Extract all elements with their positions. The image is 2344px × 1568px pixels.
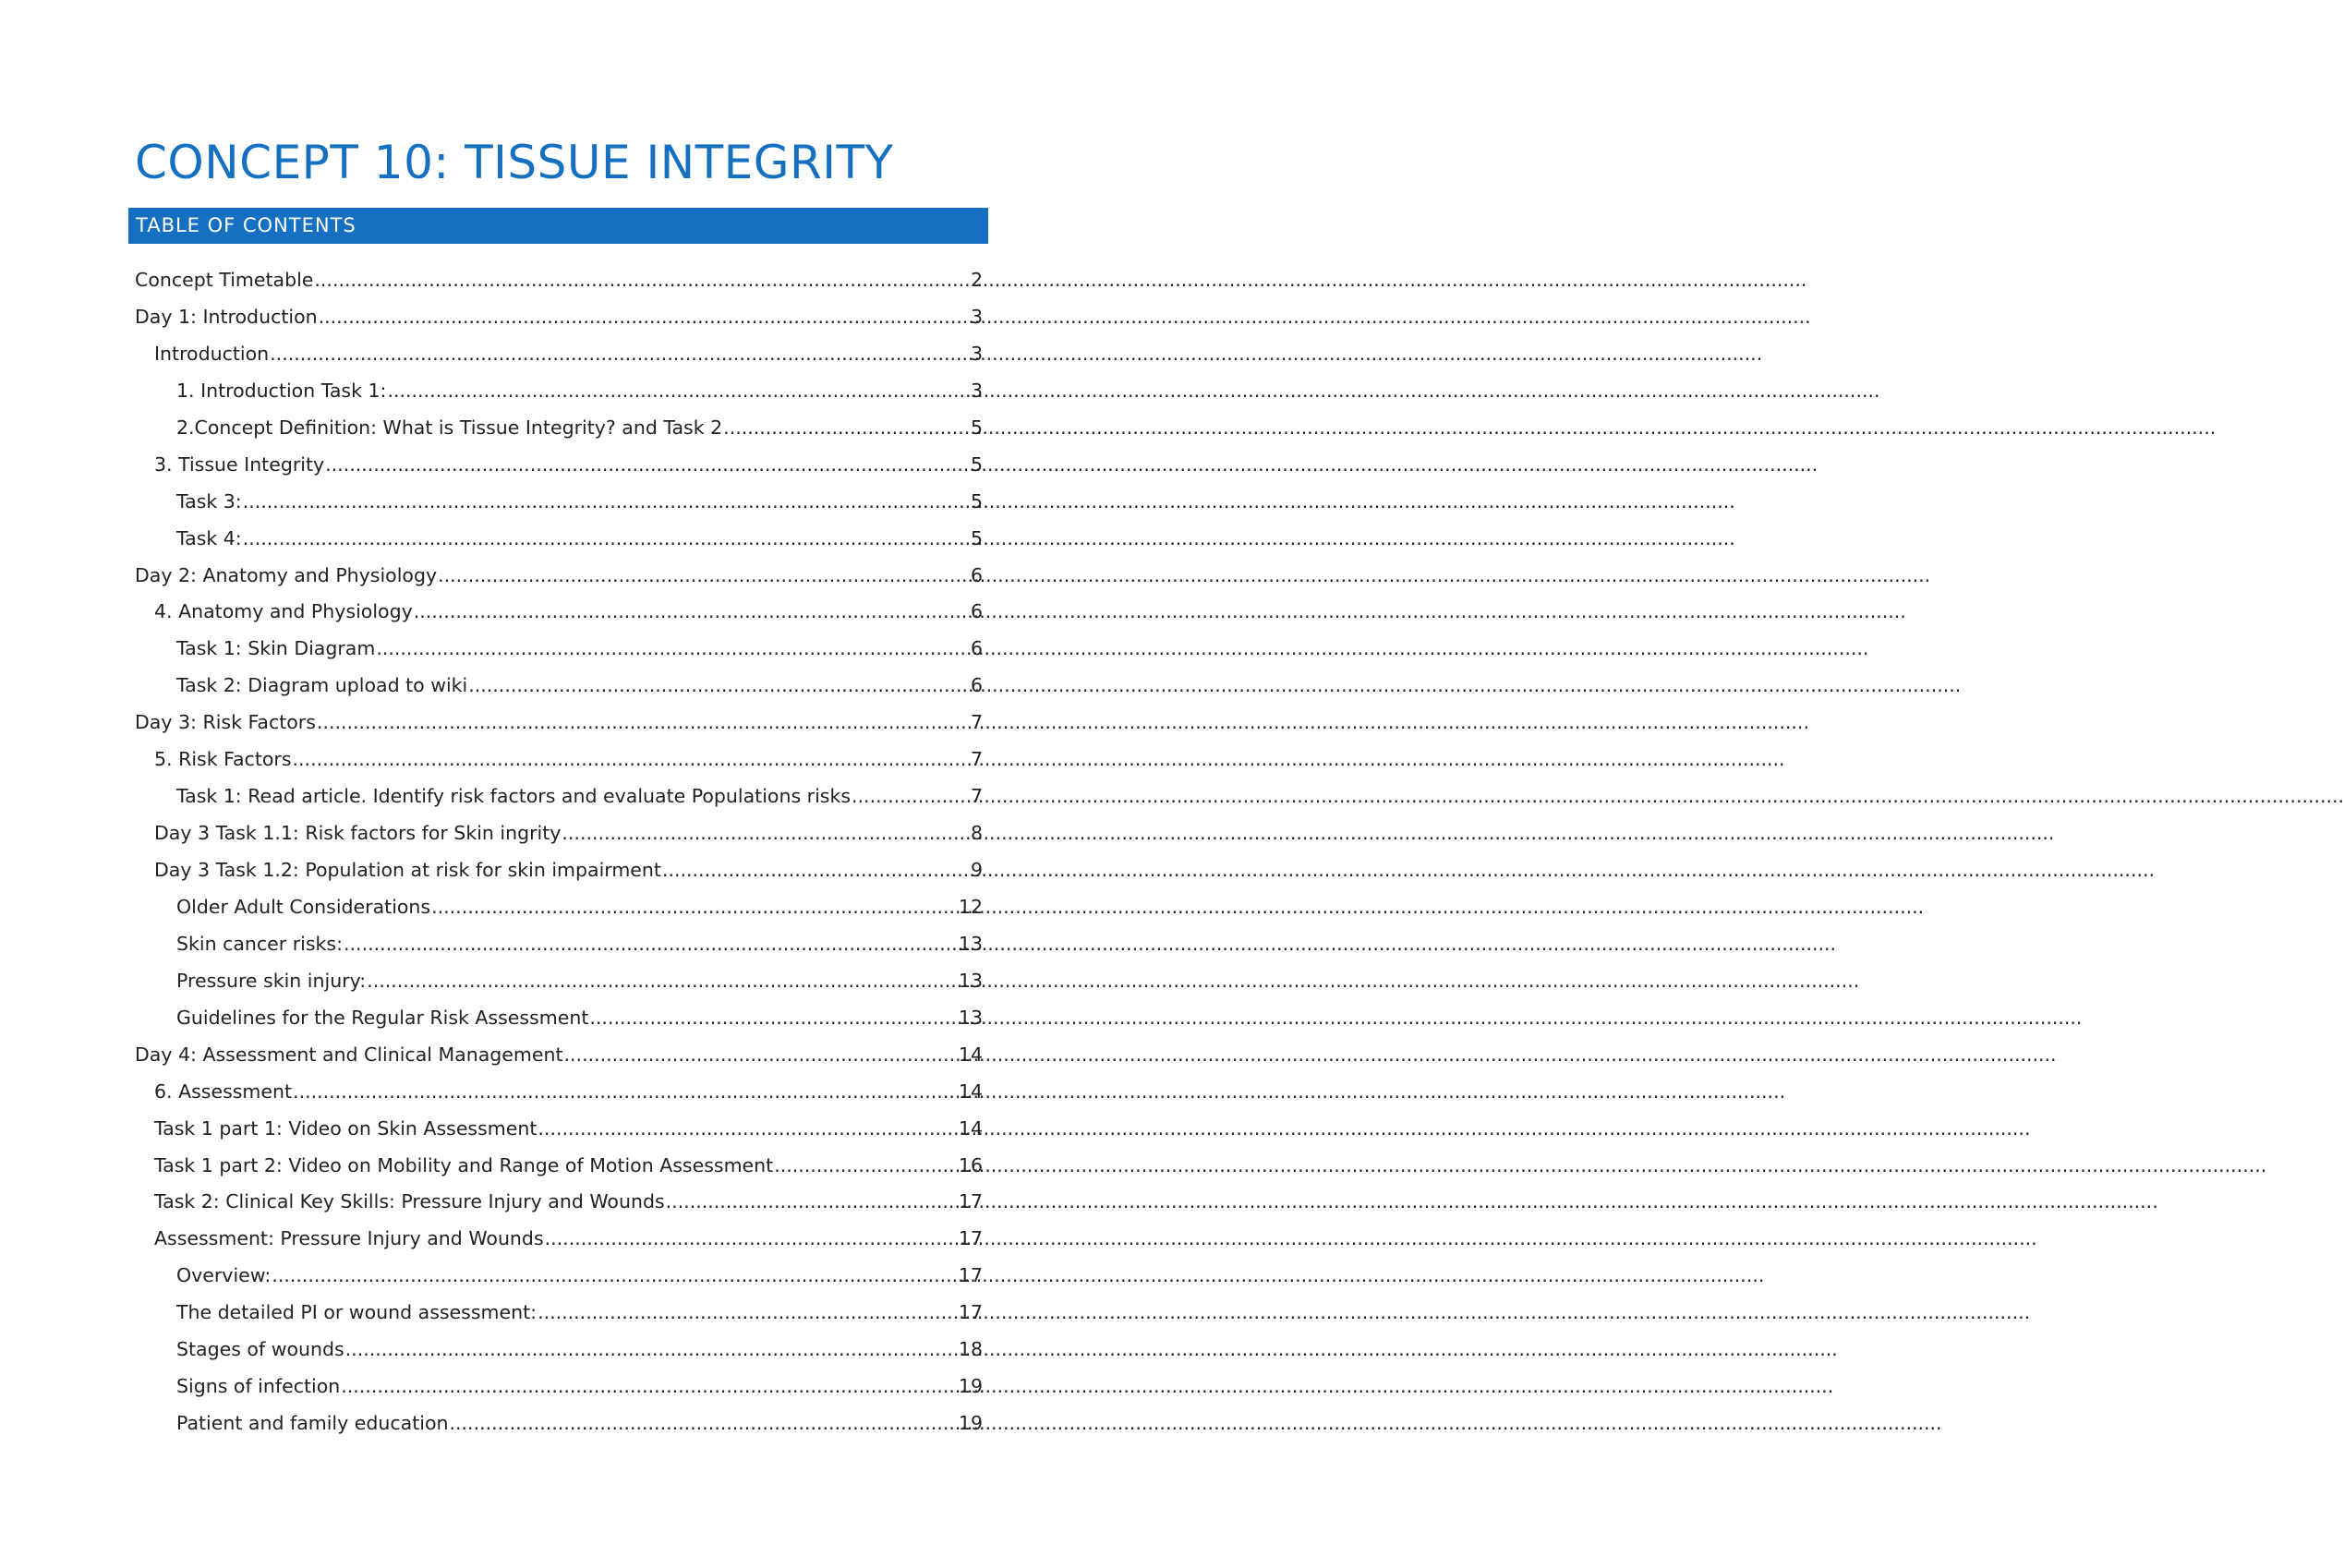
toc-entry[interactable] xyxy=(135,1111,983,1148)
toc-entry-label[interactable]: Task 2: Diagram upload to wiki xyxy=(176,674,468,697)
toc-entry[interactable] xyxy=(135,926,983,963)
toc-dot-leader xyxy=(538,1111,957,1148)
toc-entry-page-number[interactable]: 16 xyxy=(958,1153,983,1176)
toc-entry[interactable] xyxy=(135,1000,983,1037)
toc-entry[interactable] xyxy=(135,963,983,1000)
toc-dot-leader xyxy=(270,336,969,373)
toc-entry-label[interactable]: Patient and family education xyxy=(176,1412,449,1435)
toc-entry-page-number[interactable]: 6 xyxy=(970,637,983,660)
toc-dot-leader xyxy=(387,373,969,410)
toc-dot-leader xyxy=(774,1148,957,1185)
toc-entry-label[interactable]: Assessment: Pressure Injury and Wounds xyxy=(154,1227,544,1250)
toc-entry[interactable] xyxy=(135,1074,983,1111)
toc-entry-label[interactable]: Signs of infection xyxy=(176,1375,341,1398)
toc-entry-label[interactable]: 2.Concept Definition: What is Tissue Integrity? and Task 2 xyxy=(176,416,723,439)
toc-entry-label[interactable]: Day 4: Assessment and Clinical Management xyxy=(135,1043,563,1066)
document-title: CONCEPT 10: TISSUE INTEGRITY xyxy=(135,136,894,189)
toc-entry-label[interactable]: Task 1: Skin Diagram xyxy=(176,637,376,660)
toc-entry-page-number[interactable]: 13 xyxy=(958,932,983,955)
toc-entry-page-number[interactable]: 3 xyxy=(970,342,983,365)
toc-dot-leader xyxy=(344,926,957,963)
toc-dot-leader xyxy=(345,1332,957,1369)
toc-entry-page-number[interactable]: 14 xyxy=(958,1116,983,1140)
toc-entry[interactable] xyxy=(135,1332,983,1369)
toc-dot-leader xyxy=(450,1405,957,1442)
toc-entry-page-number[interactable]: 17 xyxy=(958,1264,983,1287)
toc-entry-page-number[interactable]: 5 xyxy=(970,416,983,439)
toc-entry-label[interactable]: Task 2: Clinical Key Skills: Pressure Injury and Wounds xyxy=(154,1190,665,1213)
toc-entry-label[interactable]: Task 1: Read article. Identify risk factors and evaluate Populations risks xyxy=(176,785,852,808)
toc-entry-page-number[interactable]: 9 xyxy=(970,859,983,881)
toc-entry[interactable] xyxy=(135,1184,983,1221)
toc-dot-leader xyxy=(414,594,969,631)
toc-dot-leader xyxy=(314,262,969,299)
toc-entry-page-number[interactable]: 17 xyxy=(958,1301,983,1324)
toc-dot-leader xyxy=(317,705,969,742)
toc-dot-leader xyxy=(325,447,969,484)
toc-dot-leader xyxy=(341,1369,957,1405)
toc-entry-page-number[interactable]: 17 xyxy=(958,1227,983,1250)
toc-entry[interactable] xyxy=(135,778,983,815)
toc-entry-label[interactable]: Overview: xyxy=(176,1264,272,1287)
toc-entry-page-number[interactable]: 12 xyxy=(958,895,983,918)
toc-entry[interactable] xyxy=(135,705,983,742)
toc-entry-label[interactable]: Guidelines for the Regular Risk Assessment xyxy=(176,1006,589,1029)
toc-entry-label[interactable]: 3. Tissue Integrity xyxy=(154,452,325,476)
toc-entry[interactable] xyxy=(135,852,983,889)
toc-entry[interactable] xyxy=(135,299,983,336)
toc-entry-page-number[interactable]: 14 xyxy=(958,1043,983,1066)
toc-dot-leader xyxy=(538,1295,957,1332)
toc-dot-leader xyxy=(243,521,969,558)
toc-dot-leader xyxy=(545,1221,957,1258)
toc-entry-label[interactable]: Task 1 part 2: Video on Mobility and Range of Motion Assessment xyxy=(154,1153,774,1176)
document-page xyxy=(0,0,1108,1568)
toc-entry-label[interactable]: Pressure skin injury: xyxy=(176,969,367,992)
toc-entry-label[interactable]: Introduction xyxy=(154,342,270,365)
toc-entry[interactable] xyxy=(135,373,983,410)
toc-entry-page-number[interactable]: 7 xyxy=(970,711,983,734)
toc-entry-page-number[interactable]: 13 xyxy=(958,969,983,992)
toc-entry[interactable] xyxy=(135,1405,983,1442)
toc-entry-page-number[interactable]: 5 xyxy=(970,489,983,513)
toc-dot-leader xyxy=(564,1037,957,1074)
toc-dot-leader xyxy=(438,558,969,595)
toc-dot-leader xyxy=(272,1258,957,1295)
toc-dot-leader xyxy=(589,1000,957,1037)
toc-entry[interactable] xyxy=(135,1221,983,1258)
toc-entry[interactable] xyxy=(135,558,983,595)
toc-entry[interactable] xyxy=(135,742,983,778)
toc-entry-page-number[interactable]: 18 xyxy=(958,1338,983,1361)
toc-entry[interactable] xyxy=(135,815,983,852)
toc-entry-page-number[interactable]: 3 xyxy=(970,305,983,328)
toc-dot-leader xyxy=(293,1074,957,1111)
toc-dot-leader xyxy=(662,852,969,889)
toc-dot-leader xyxy=(367,963,957,1000)
toc-entry-page-number[interactable]: 6 xyxy=(970,674,983,697)
toc-entry-page-number[interactable]: 6 xyxy=(970,600,983,623)
toc-entry-page-number[interactable]: 7 xyxy=(970,785,983,808)
toc-dot-leader xyxy=(376,631,969,668)
toc-entry-label[interactable]: Day 3 Task 1.2: Population at risk for skin impairment xyxy=(154,859,661,881)
toc-entry-page-number[interactable]: 5 xyxy=(970,526,983,549)
toc-dot-leader xyxy=(852,778,969,815)
toc-entry-label[interactable]: Day 3 Task 1.1: Risk factors for Skin ingrity xyxy=(154,822,562,845)
toc-dot-leader xyxy=(666,1184,957,1221)
toc-dot-leader xyxy=(293,742,969,778)
toc-entry-page-number[interactable]: 14 xyxy=(958,1080,983,1103)
toc-entry-label[interactable]: The detailed PI or wound assessment: xyxy=(176,1301,538,1324)
toc-entry-page-number[interactable]: 19 xyxy=(958,1412,983,1435)
toc-entry[interactable] xyxy=(135,1037,983,1074)
toc-dot-leader xyxy=(431,889,957,926)
toc-entry-label[interactable]: Task 3: xyxy=(176,489,242,513)
toc-entry-page-number[interactable]: 17 xyxy=(958,1190,983,1213)
toc-entry[interactable] xyxy=(135,336,983,373)
toc-entry-label[interactable]: Stages of wounds xyxy=(176,1338,344,1361)
toc-entry-label[interactable]: Day 2: Anatomy and Physiology xyxy=(135,563,438,586)
toc-entry[interactable] xyxy=(135,1369,983,1405)
toc-dot-leader xyxy=(243,484,969,521)
toc-entry-label[interactable]: 1. Introduction Task 1: xyxy=(176,379,387,402)
toc-entry-page-number[interactable]: 3 xyxy=(970,379,983,402)
toc-heading: TABLE OF CONTENTS xyxy=(128,208,988,244)
toc-dot-leader xyxy=(723,410,969,447)
toc-entry-page-number[interactable]: 13 xyxy=(958,1006,983,1029)
toc-entry[interactable] xyxy=(135,1295,983,1332)
toc-entry[interactable] xyxy=(135,594,983,631)
toc-dot-leader xyxy=(319,299,969,336)
toc-entry-page-number[interactable]: 19 xyxy=(958,1375,983,1398)
toc-entry-label[interactable]: 6. Assessment xyxy=(154,1080,293,1103)
toc-entry[interactable] xyxy=(135,447,983,484)
toc-entry-label[interactable]: 4. Anatomy and Physiology xyxy=(154,600,413,623)
toc-entry-page-number[interactable]: 2 xyxy=(970,269,983,291)
toc-entry-label[interactable]: Day 1: Introduction xyxy=(135,305,318,328)
toc-entry-label[interactable]: 5. Risk Factors xyxy=(154,748,292,771)
toc-entry-page-number[interactable]: 7 xyxy=(970,748,983,771)
toc-entry-label[interactable]: Day 3: Risk Factors xyxy=(135,711,316,734)
toc-entry[interactable] xyxy=(135,889,983,926)
toc-dot-leader xyxy=(468,668,969,705)
toc-entry[interactable] xyxy=(135,1258,983,1295)
toc-entry[interactable] xyxy=(135,631,983,668)
toc-entry-page-number[interactable]: 8 xyxy=(970,822,983,845)
toc-entry-label[interactable]: Task 1 part 1: Video on Skin Assessment xyxy=(154,1116,538,1140)
toc-dot-leader xyxy=(562,815,969,852)
toc-entry-label[interactable]: Older Adult Considerations xyxy=(176,895,431,918)
toc-entry[interactable] xyxy=(135,410,983,447)
toc-entry-page-number[interactable]: 6 xyxy=(970,563,983,586)
toc-entry-label[interactable]: Concept Timetable xyxy=(135,269,314,291)
toc-entry[interactable] xyxy=(135,262,983,299)
toc-entry[interactable] xyxy=(135,484,983,521)
toc-entry-page-number[interactable]: 5 xyxy=(970,452,983,476)
toc-entry[interactable] xyxy=(135,668,983,705)
toc-entry-label[interactable]: Task 4: xyxy=(176,526,242,549)
table-of-contents xyxy=(135,262,983,1442)
toc-entry-label[interactable]: Skin cancer risks: xyxy=(176,932,344,955)
toc-entry[interactable] xyxy=(135,1148,983,1185)
toc-entry[interactable] xyxy=(135,521,983,558)
